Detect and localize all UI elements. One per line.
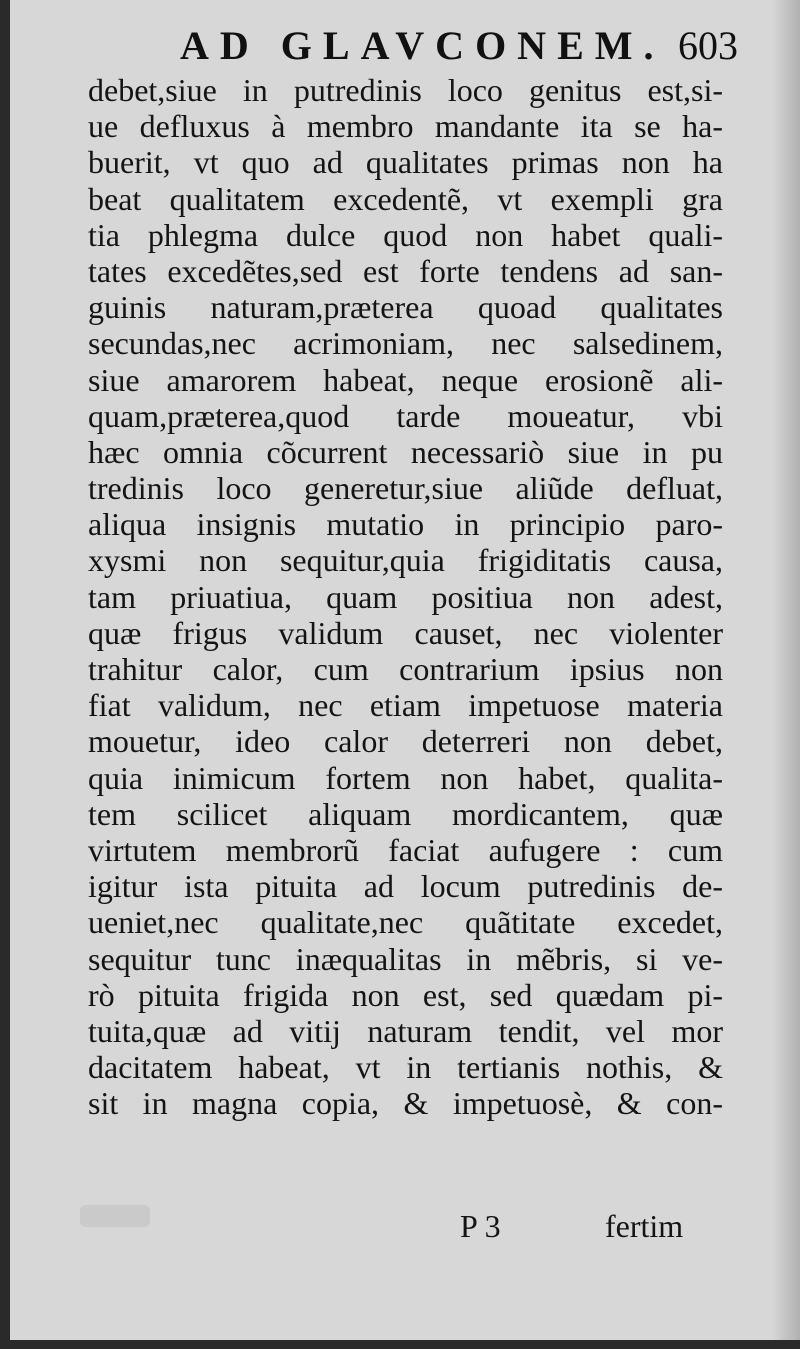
text-line: tia phlegma dulce quod non habet quali- [88,216,723,253]
text-line: sit in magna copia, & impetuosè, & con- [88,1085,723,1122]
text-line: quia inimicum fortem non habet, qualita- [88,759,723,796]
text-line: debet,siue in putredinis loco genitus est,si- [88,72,723,108]
text-line: siue amarorem habeat, neque erosionẽ ali- [88,361,723,398]
body-text [88,72,723,1121]
text-line: hӕc omnia cõcurrent necessariò siue in pu [88,433,723,470]
text-line: dacitatem habeat, vt in tertianis nothis, & [88,1049,723,1086]
text-line: ue defluxus à membro mandante ita se ha- [88,108,723,145]
page-footer [10,1208,800,1248]
text-line: virtutem membrorũ faciat aufugere : cum [88,831,723,868]
text-line: igitur ista pituita ad locum putredinis de- [88,868,723,905]
text-line: tuita,quӕ ad vitij naturam tendit, vel mor [88,1012,723,1049]
text-line: mouetur, ideo calor deterreri non debet, [88,723,723,760]
text-line: quӕ frigus validum causet, nec violenter [88,614,723,651]
text-line: sequitur tunc inӕqualitas in mẽbris, si ve- [88,940,723,977]
page-header [10,22,800,72]
text-line: tredinis loco generetur,siue aliũde defluat, [88,470,723,507]
text-line: ueniet,nec qualitate,nec quãtitate excedet, [88,904,723,941]
signature-mark: P 3 [460,1208,501,1244]
text-line: fiat validum, nec etiam impetuose materia [88,687,723,724]
text-line: secundas,nec acrimoniam, nec salsedinem, [88,325,723,362]
text-line: tem scilicet aliquam mordicantem, quӕ [88,795,723,832]
book-page [10,0,800,1340]
text-line: beat qualitatem excedentẽ, vt exempli gra [88,180,723,217]
text-line: rò pituita frigida non est, sed quӕdam pi- [88,976,723,1013]
text-line: buerit, vt quo ad qualitates primas non ha [88,144,723,181]
page-number: 603 [678,23,738,68]
text-line: trahitur calor, cum contrarium ipsius non [88,651,723,687]
text-line: tam priuatiua, quam positiua non adest, [88,578,723,615]
text-line: guinis naturam,prӕterea quoad qualitates [88,289,723,326]
text-line: quam,prӕterea,quod tarde moueatur, vbi [88,397,723,434]
running-head: AD GLAVCONEM. [180,23,665,68]
text-line: xysmi non sequitur,quia frigiditatis causa, [88,542,723,579]
text-line: aliqua insignis mutatio in principio paro- [88,506,723,543]
text-line: tates excedẽtes,sed est forte tendens ad san- [88,252,723,289]
catchword: fertim [605,1208,684,1244]
